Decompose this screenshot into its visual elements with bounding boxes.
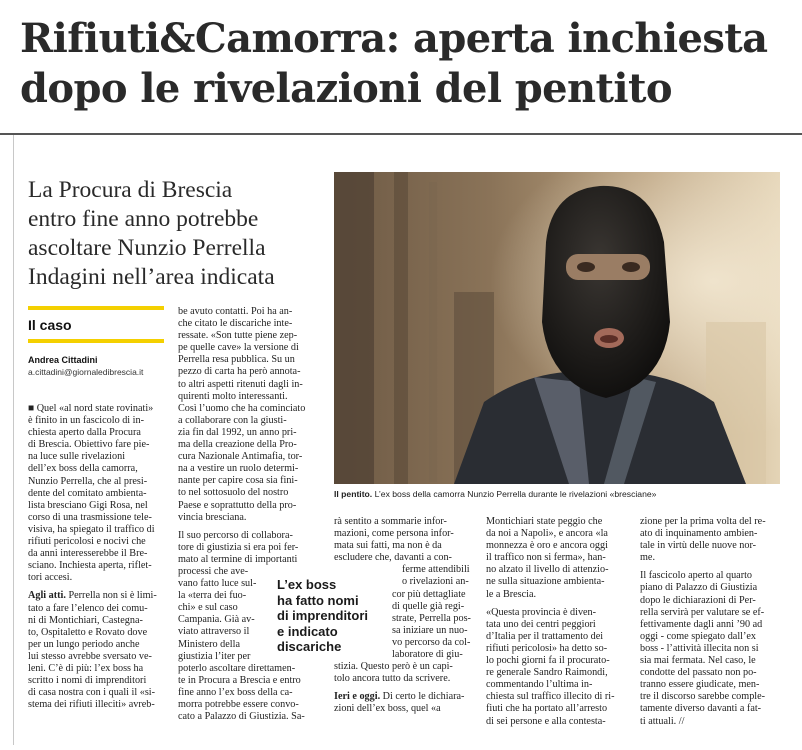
photo-caption: [334, 488, 784, 500]
text-line: lui stesso avrebbe sversato ve-: [28, 650, 152, 662]
text-line: tamente diverso davanti a fat-: [640, 703, 762, 715]
text-line: piano di Palazzo di Giustizia: [640, 582, 758, 594]
text-line: vano fatto luce sul-: [178, 578, 257, 590]
article-column-4: [486, 516, 626, 728]
text-line: ne sulla situazione ambienta-: [486, 576, 605, 588]
text-line: cor più dettagliate: [392, 588, 466, 600]
pull-quote-line: di imprenditori: [277, 608, 368, 623]
text-line: be avuto contatti. Poi ha an-: [178, 306, 293, 317]
text-line: vincia bresciana.: [178, 511, 247, 523]
article-column-5: [640, 516, 788, 728]
text-line: viato attraverso il: [178, 626, 250, 638]
text-line: lo pochi giorni fa il procurato-: [486, 655, 610, 667]
text-line: strate, Perrella pos-: [392, 612, 471, 624]
left-page-edge: [13, 135, 14, 745]
text-line: Nunzio Perrella, che al presi-: [28, 475, 148, 487]
headline: [20, 14, 790, 114]
text-line: tolo ancora tutto da scrivere.: [334, 673, 451, 685]
section-bar-bottom: [28, 339, 164, 343]
photo-masked-man: [334, 172, 780, 484]
text-line: corso di una trasmissione tele-: [28, 511, 152, 523]
text-line: zioni dell’ex boss, quel «a: [334, 703, 441, 715]
text-line: fine anno l’ex boss della ca-: [178, 686, 293, 698]
text-line: tore di giustizia si era poi fer-: [178, 541, 299, 553]
text-fragment: Perrella non si è limi-: [65, 590, 157, 602]
text-line: Ministero della: [178, 638, 240, 650]
text-line: zia fin dal 1992, un anno pri-: [178, 426, 297, 438]
text-line: laboratore di giu-: [392, 649, 463, 661]
text-line: mata sui fatti, ma non è da: [334, 540, 442, 552]
text-line: re generale Sandro Raimondi,: [486, 667, 608, 679]
text-line: condotte del passato non po-: [640, 667, 757, 679]
text-line: tata uno dei centri peggiori: [486, 618, 596, 630]
text-line: ato di inquinamento ambien-: [640, 528, 758, 540]
photo-illustration: [334, 172, 780, 484]
text-line: giustizia l’iter per: [178, 650, 251, 662]
pull-quote-line: ha fatto nomi: [277, 592, 359, 608]
text-line: pezzo di carta ha però annota-: [178, 366, 301, 378]
text-line: chi» e sul caso: [178, 602, 238, 614]
text-line: Il fascicolo aperto al quarto: [640, 570, 753, 582]
text-line: Montichiari state peggio che: [486, 516, 603, 527]
subhead-line: entro fine anno potrebbe: [28, 206, 259, 232]
text-line: la «terra dei fuo-: [178, 590, 247, 602]
section-bar-top: [28, 306, 164, 310]
text-line: morra potrebbe essere convo-: [178, 699, 299, 710]
subhead-line: La Procura di Brescia: [28, 177, 233, 203]
text-line: mato al termine di importanti: [178, 553, 298, 565]
text-line: escludere che, davanti a con-: [334, 552, 452, 564]
text-line: chiesta sul traffico illecito di ri-: [486, 691, 615, 703]
text-line: cura Nazionale Antimafia, tor-: [178, 451, 303, 463]
text-line: da noi a Napoli», e ancora «la: [486, 528, 608, 540]
text-line: ma della creazione della Pro-: [178, 439, 297, 451]
text-line: ferme attendibili: [402, 564, 470, 576]
text-line: visiva, ha spiegato il traffico di: [28, 523, 155, 535]
text-line: da anni interesserebbe il Bre-: [28, 548, 148, 560]
text-line: che citato le discariche inte-: [178, 318, 293, 330]
text-line: oggi - come spiegato dall’ex: [640, 630, 756, 642]
text-line: cato a Palazzo di Giustizia. Sa-: [178, 711, 305, 723]
text-line: to, Ospitaletto e Rovato dove: [28, 626, 148, 638]
text-line: tranno essere giudicate, men-: [640, 679, 760, 691]
text-line: na a vestire un ruolo determi-: [178, 463, 299, 475]
text-line: tale in virtù delle nuove nor-: [640, 540, 757, 552]
text-line: leni. C’è di più: l’ex boss ha: [28, 662, 144, 674]
article-column-3: [334, 516, 478, 716]
text-line: o rivelazioni an-: [402, 576, 469, 588]
text-line: mazioni, come persona infor-: [334, 528, 454, 540]
text-line: to altri aspetti ritenuti dagli in-: [178, 378, 303, 390]
text-line: per un lungo periodo anche: [28, 638, 140, 650]
text-line: Perrella resa pubblica. Su un: [178, 354, 295, 366]
text-line: [334, 691, 478, 703]
text-line: ressate. «Son tutte piene zep-: [178, 330, 298, 342]
text-line: fettivamente dagli anni ’90 ad: [640, 618, 763, 630]
text-line: Così l’uomo che ha cominciato: [178, 402, 306, 414]
text-line: di casa nostra con i quali il «si-: [28, 687, 156, 699]
headline-line-1: Rifiuti&Camorra: aperta inchiesta: [20, 15, 768, 62]
text-line: dell’ex boss della camorra,: [28, 463, 138, 475]
author-email[interactable]: a.cittadini@giornaledibrescia.it: [28, 367, 144, 377]
text-line: sia mai fermata. Nel caso, le: [640, 655, 756, 667]
text-line: «Questa provincia è diven-: [486, 606, 597, 618]
text-line: rifiuti pericolosi» ha detto so-: [486, 642, 608, 654]
text-line: le a Brescia.: [486, 588, 537, 600]
paragraph-lead: Ieri e oggi.: [334, 691, 381, 703]
text-line: di quelle già regi-: [392, 600, 465, 612]
article-column-2: [178, 306, 328, 723]
section-tag: Il caso: [28, 317, 72, 333]
text-line: di Brescia. Obiettivo fare pie-: [28, 439, 150, 451]
text-line: fiuti che ha portato all’arresto: [486, 703, 608, 715]
text-line: lista bresciano Gigi Rosa, nel: [28, 499, 148, 511]
caption-text: L’ex boss della camorra Nunzio Perrella durante le rivelazioni «bresciane»: [372, 489, 657, 499]
text-line: [28, 590, 170, 602]
text-line: poterlo ascoltare direttamen-: [178, 662, 296, 674]
text-line: rifiuti pericolosi e nocivi che: [28, 536, 146, 548]
text-line: ■ Quel «al nord state rovinati»: [28, 403, 154, 414]
caption-label: Il pentito.: [334, 489, 373, 499]
headline-line-2: dopo le rivelazioni del pentito: [20, 65, 672, 112]
text-line: rà sentito a sommarie infor-: [334, 516, 447, 527]
subheadline: [28, 176, 328, 292]
article-column-1: [28, 403, 170, 711]
text-line: Campania. Già av-: [178, 614, 255, 626]
text-line: a collaborare con la giusti-: [178, 414, 287, 426]
author-name: Andrea Cittadini: [28, 355, 98, 365]
pull-quote-line: e indicato: [277, 623, 338, 639]
text-line: rella servirà per valutare se ef-: [640, 606, 765, 618]
text-line: processi che ave-: [178, 565, 249, 577]
paragraph-lead: Agli atti.: [28, 590, 66, 602]
text-line: d’Italia per il trattamento dei: [486, 630, 604, 642]
text-line: zione per la prima volta del re-: [640, 516, 766, 527]
subhead-line: Indagini nell’area indicata: [28, 264, 275, 290]
text-line: Paese e soprattutto della pro-: [178, 499, 297, 511]
text-line: tato a fare l’elenco dei comu-: [28, 602, 148, 614]
text-line: il traffico non si ferma», han-: [486, 552, 606, 564]
text-line: to nel sottosuolo del nostro: [178, 487, 289, 499]
text-line: vo percorso da col-: [392, 636, 471, 648]
text-line: quirenti molto interessanti.: [178, 390, 288, 402]
text-line: boss - l’attività illecita non si: [640, 642, 759, 654]
text-line: pe quelle cave» la versione di: [178, 342, 299, 354]
text-fragment: Di certo le dichiara-: [380, 691, 465, 703]
text-line: sciano. Inchiesta aperta, riflet-: [28, 560, 152, 572]
pull-quote-line: L’ex boss: [277, 577, 337, 592]
text-line: dopo le dichiarazioni di Per-: [640, 594, 756, 606]
text-line: Il suo percorso di collabora-: [178, 529, 293, 541]
text-line: stema dei rifiuti illeciti» avreb-: [28, 699, 155, 711]
text-line: di sei persone e alla contesta-: [486, 715, 606, 727]
pull-quote-line: discariche: [277, 639, 342, 654]
text-line: na luce sulle rivelazioni: [28, 451, 126, 463]
text-line: scritto i nomi di imprenditori: [28, 675, 147, 687]
text-line: me.: [640, 552, 655, 564]
text-line: è finito in un fascicolo di in-: [28, 415, 144, 427]
text-line: chiesta aperto dalla Procura: [28, 427, 141, 439]
text-line: no alzato il livello di attenzio-: [486, 564, 609, 576]
text-line: sa iniziare un nuo-: [392, 624, 468, 636]
top-divider: [0, 133, 802, 135]
text-line: stizia. Questo però è un capi-: [334, 661, 453, 673]
text-line: ni di Montichiari, Castegna-: [28, 614, 143, 626]
subhead-line: ascoltare Nunzio Perrella: [28, 235, 266, 261]
text-line: ti attuali. //: [640, 715, 685, 727]
text-line: tori accesi.: [28, 572, 73, 584]
text-line: te in Procura a Brescia e entro: [178, 674, 301, 686]
text-line: commentando l’ultima in-: [486, 679, 593, 691]
text-line: tre il discorso sarebbe comple-: [640, 691, 766, 703]
text-line: dente del comitato ambienta-: [28, 487, 147, 499]
text-line: monnezza è oro e ancora oggi: [486, 540, 608, 552]
text-line: nante per capire cosa sia fini-: [178, 475, 298, 487]
